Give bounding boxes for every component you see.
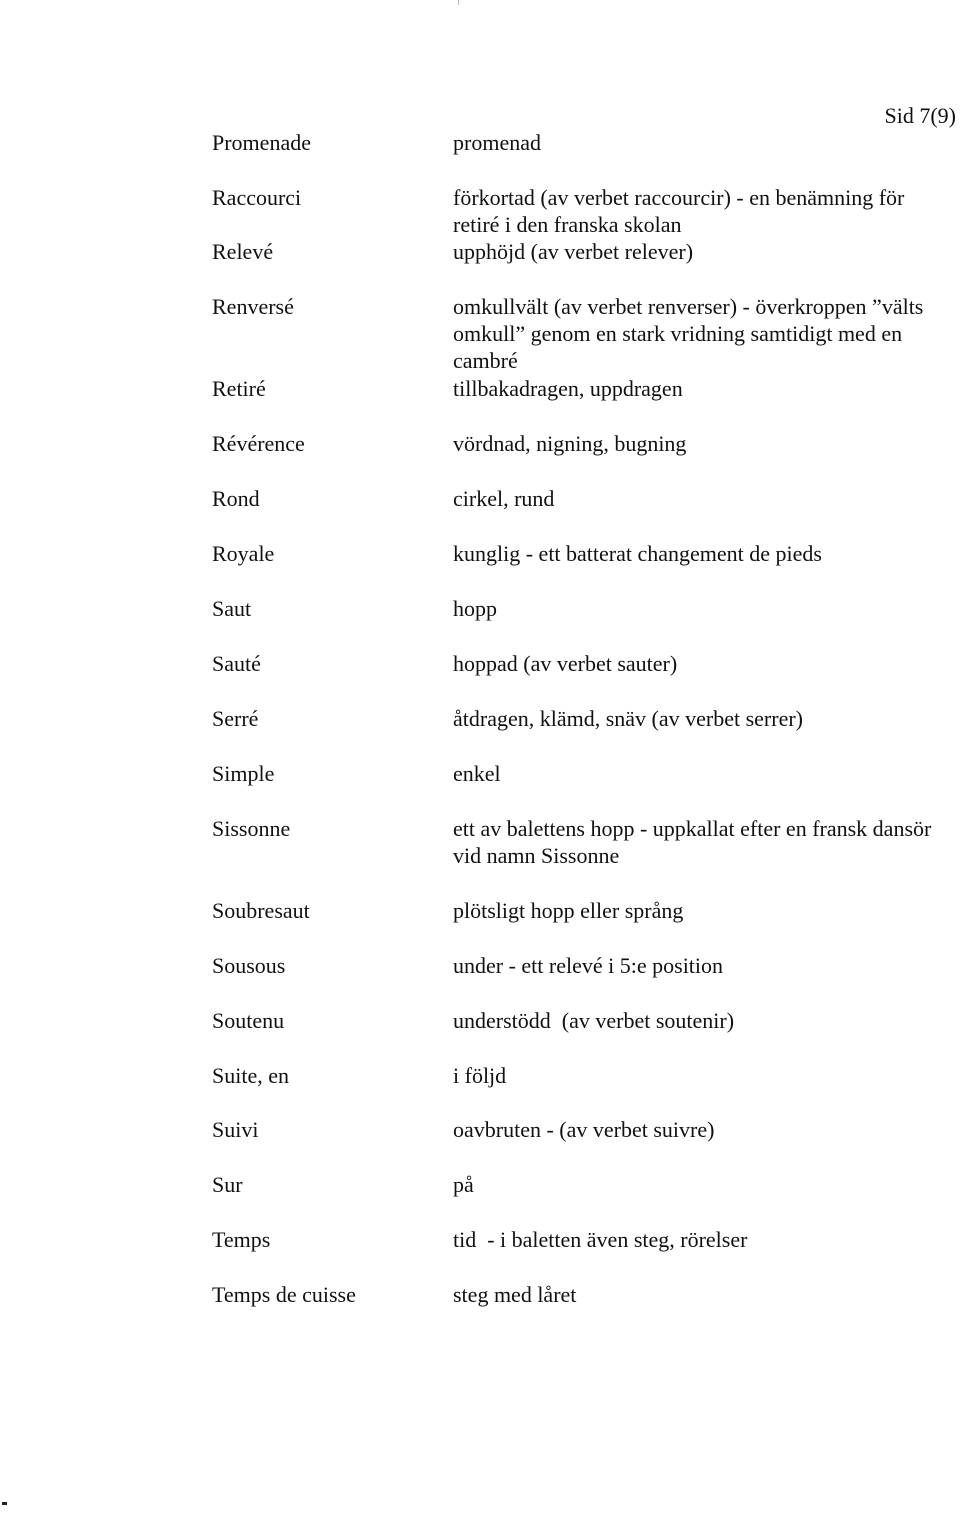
glossary-term: Suite, en	[212, 1063, 289, 1088]
glossary-term: Promenade	[212, 130, 311, 155]
definition-line: vid namn Sissonne	[453, 843, 620, 868]
definition-line: kunglig - ett batterat changement de pieds	[453, 541, 822, 566]
glossary-definition	[453, 1226, 958, 1253]
glossary-definition	[453, 760, 958, 787]
glossary-term: Révérence	[212, 431, 305, 456]
definition-line: promenad	[453, 130, 541, 155]
definition-line: enkel	[453, 761, 501, 786]
glossary-definition	[453, 650, 958, 677]
definition-line: omkullvält (av verbet renverser) - överkroppen ”välts	[453, 294, 924, 319]
glossary-definition	[453, 184, 958, 238]
definition-line: plötsligt hopp eller språng	[453, 898, 684, 923]
glossary-term: Simple	[212, 761, 275, 786]
definition-line: steg med låret	[453, 1282, 577, 1307]
definition-line: i följd	[453, 1063, 507, 1088]
glossary-term: Sousous	[212, 953, 286, 978]
glossary-definition	[453, 540, 958, 567]
glossary-definition	[453, 1007, 958, 1034]
scan-artifact-top	[458, 0, 459, 5]
glossary-definition	[453, 1062, 958, 1089]
glossary-term: Sur	[212, 1172, 243, 1197]
definition-line: under - ett relevé i 5:e position	[453, 953, 724, 978]
glossary-term: Temps de cuisse	[212, 1282, 356, 1307]
glossary-term: Royale	[212, 541, 275, 566]
definition-line: ett av balettens hopp - uppkallat efter en fransk dansör	[453, 816, 932, 841]
glossary-definition	[453, 815, 958, 869]
definition-line: åtdragen, klämd, snäv (av verbet serrer)	[453, 706, 804, 731]
glossary-term: Soutenu	[212, 1008, 285, 1033]
glossary-term: Raccourci	[212, 185, 302, 210]
scan-artifact-corner	[2, 1502, 7, 1505]
glossary-term: Serré	[212, 706, 259, 731]
definition-line: hopp	[453, 596, 497, 621]
glossary-definition	[453, 129, 958, 156]
definition-line: upphöjd (av verbet relever)	[453, 239, 694, 264]
glossary-definition	[453, 375, 958, 402]
glossary-term: Soubresaut	[212, 898, 310, 923]
definition-line: cirkel, rund	[453, 486, 555, 511]
definition-line: tid - i baletten även steg, rörelser	[453, 1227, 748, 1252]
glossary-definition	[453, 1116, 958, 1143]
glossary-definition	[453, 430, 958, 457]
glossary-definition	[453, 1171, 958, 1198]
definition-line: understödd (av verbet soutenir)	[453, 1008, 735, 1033]
definition-line: hoppad (av verbet sauter)	[453, 651, 678, 676]
definition-line: tillbakadragen, uppdragen	[453, 376, 683, 401]
glossary-definition	[453, 897, 958, 924]
glossary-definition	[453, 952, 958, 979]
definition-line: oavbruten - (av verbet suivre)	[453, 1117, 715, 1142]
glossary-definition	[453, 238, 958, 265]
glossary-term: Suivi	[212, 1117, 259, 1142]
glossary-term: Rond	[212, 486, 260, 511]
definition-line: vördnad, nigning, bugning	[453, 431, 687, 456]
glossary-term: Sissonne	[212, 816, 291, 841]
glossary-definition	[453, 705, 958, 732]
definition-line: omkull” genom en stark vridning samtidigt med en	[453, 321, 903, 346]
glossary-term: Renversé	[212, 294, 294, 319]
glossary-term: Saut	[212, 596, 252, 621]
definition-line: förkortad (av verbet raccourcir) - en benämning för	[453, 185, 905, 210]
definition-line: på	[453, 1172, 474, 1197]
page-number: Sid 7(9)	[884, 103, 956, 128]
glossary-definition	[453, 485, 958, 512]
glossary-term: Sauté	[212, 651, 261, 676]
definition-line: retiré i den franska skolan	[453, 212, 682, 237]
glossary-definition	[453, 1281, 958, 1308]
glossary-term: Retiré	[212, 376, 266, 401]
glossary-definition	[453, 595, 958, 622]
glossary-term: Relevé	[212, 239, 274, 264]
glossary-term: Temps	[212, 1227, 271, 1252]
definition-line: cambré	[453, 348, 518, 373]
glossary-definition	[453, 293, 958, 374]
